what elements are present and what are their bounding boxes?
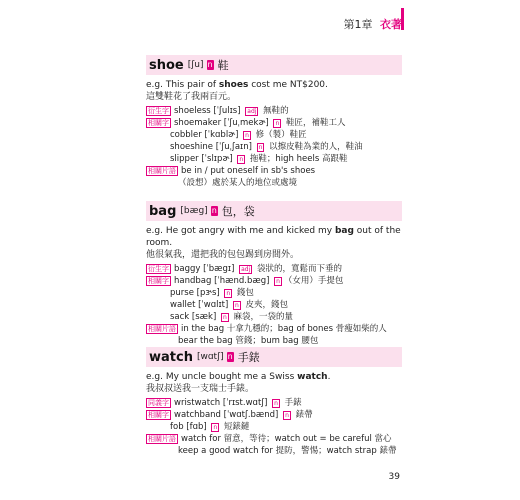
example-sentence: e.g. He got angry with me and kicked my bag out of the room. (146, 226, 401, 248)
headword: shoe (149, 57, 184, 73)
related-line: cobbler [ˈkɑblɚ] n 修（製）鞋匠 (170, 130, 307, 140)
related-line: 同義字 wristwatch [ˈrɪst.wɑtʃ] n 手錶 (148, 398, 302, 408)
headword: watch (149, 349, 193, 365)
pronunciation: [ʃu] (187, 60, 204, 70)
related-line: wallet [ˈwɑlɪt] n 皮夾，錢包 (170, 300, 289, 310)
example-translation: 我叔叔送我一支瑞士手錶。 (146, 384, 255, 394)
label-tag: 衍生字 (148, 265, 169, 273)
related-line: slipper [ˈslɪpɚ] n 拖鞋；high heels 高跟鞋 (170, 154, 348, 164)
related-phrase-line: bear the bag 管錢；bum bag 腰包 (178, 336, 319, 346)
entry-shoe (146, 55, 402, 189)
entry-headword-bar (146, 201, 402, 221)
headword-gloss: 鞋 (217, 59, 229, 72)
part-of-speech-badge: n (227, 352, 233, 361)
related-line: 相關字 watchband [ˈwɑtʃ.bænd] n 錶帶 (148, 410, 313, 420)
related-line: shoeshine [ˈʃuˌʃaɪn] n 以擦皮鞋為業的人，鞋油 (170, 142, 363, 152)
headword: bag (149, 203, 177, 219)
example-sentence: e.g. My uncle bought me a Swiss watch. (146, 372, 331, 382)
headword-gloss: 手錶 (237, 351, 260, 364)
related-phrase-line: 相關片語 watch for 留意，等待；watch out = be careful 當心 (148, 434, 392, 444)
part-of-speech-badge: n (211, 206, 217, 215)
related-phrase-line: （設想）處於某人的地位或處境 (178, 178, 298, 188)
label-tag: 相關字 (148, 277, 169, 285)
related-line: 相關字 handbag [ˈhænd.bæg] n （女用）手提包 (148, 276, 344, 286)
related-line: 相關字 shoemaker [ˈʃuˌmekɚ] n 鞋匠，補鞋工人 (148, 118, 346, 128)
label-tag: 相關片語 (148, 167, 176, 175)
related-words (146, 263, 402, 347)
related-words (146, 397, 402, 457)
chapter-label: 第1章 (343, 18, 373, 31)
pronunciation: [wɑtʃ] (196, 352, 224, 362)
related-line: purse [pɝs] n 錢包 (170, 288, 254, 298)
related-phrase-line: keep a good watch for 提防，警惕；watch strap 錶帶 (178, 446, 397, 456)
related-words (146, 105, 402, 189)
label-tag: 相關字 (148, 119, 169, 127)
chapter-category: 衣著 (380, 18, 402, 31)
pronunciation: [bæg] (180, 206, 208, 216)
related-phrase-line: 相關片語 be in / put oneself in sb's shoes (148, 166, 316, 176)
example-sentence: e.g. This pair of shoes cost me NT$200. (146, 80, 328, 90)
related-line: fob [fɑb] n 短錶鏈 (170, 422, 250, 432)
label-tag: 相關片語 (148, 325, 176, 333)
related-line: 衍生字 baggy [ˈbægɪ] adj 袋狀的，寬鬆而下垂的 (148, 264, 342, 274)
label-tag: 相關片語 (148, 435, 176, 443)
entry-watch (146, 347, 402, 457)
related-line: 衍生字 shoeless [ˈʃulɪs] adj 無鞋的 (148, 106, 289, 116)
headword-gloss: 包，袋 (221, 205, 255, 218)
example-translation: 他很氣我，還把我的包包踢到房間外。 (146, 250, 300, 260)
label-tag: 同義字 (148, 399, 169, 407)
page-number: 39 (388, 472, 400, 482)
related-line: sack [sæk] n 麻袋，一袋的量 (170, 312, 293, 322)
related-phrase-line: 相關片語 in the bag 十拿九穩的；bag of bones 骨瘦如柴的人 (148, 324, 387, 334)
example-translation: 這雙鞋花了我兩百元。 (146, 92, 237, 102)
entry-headword-bar (146, 347, 402, 367)
chapter-header (344, 16, 403, 32)
entry-bag (146, 201, 402, 347)
label-tag: 相關字 (148, 411, 169, 419)
entry-headword-bar (146, 55, 402, 75)
part-of-speech-badge: n (207, 60, 213, 69)
label-tag: 衍生字 (148, 107, 169, 115)
